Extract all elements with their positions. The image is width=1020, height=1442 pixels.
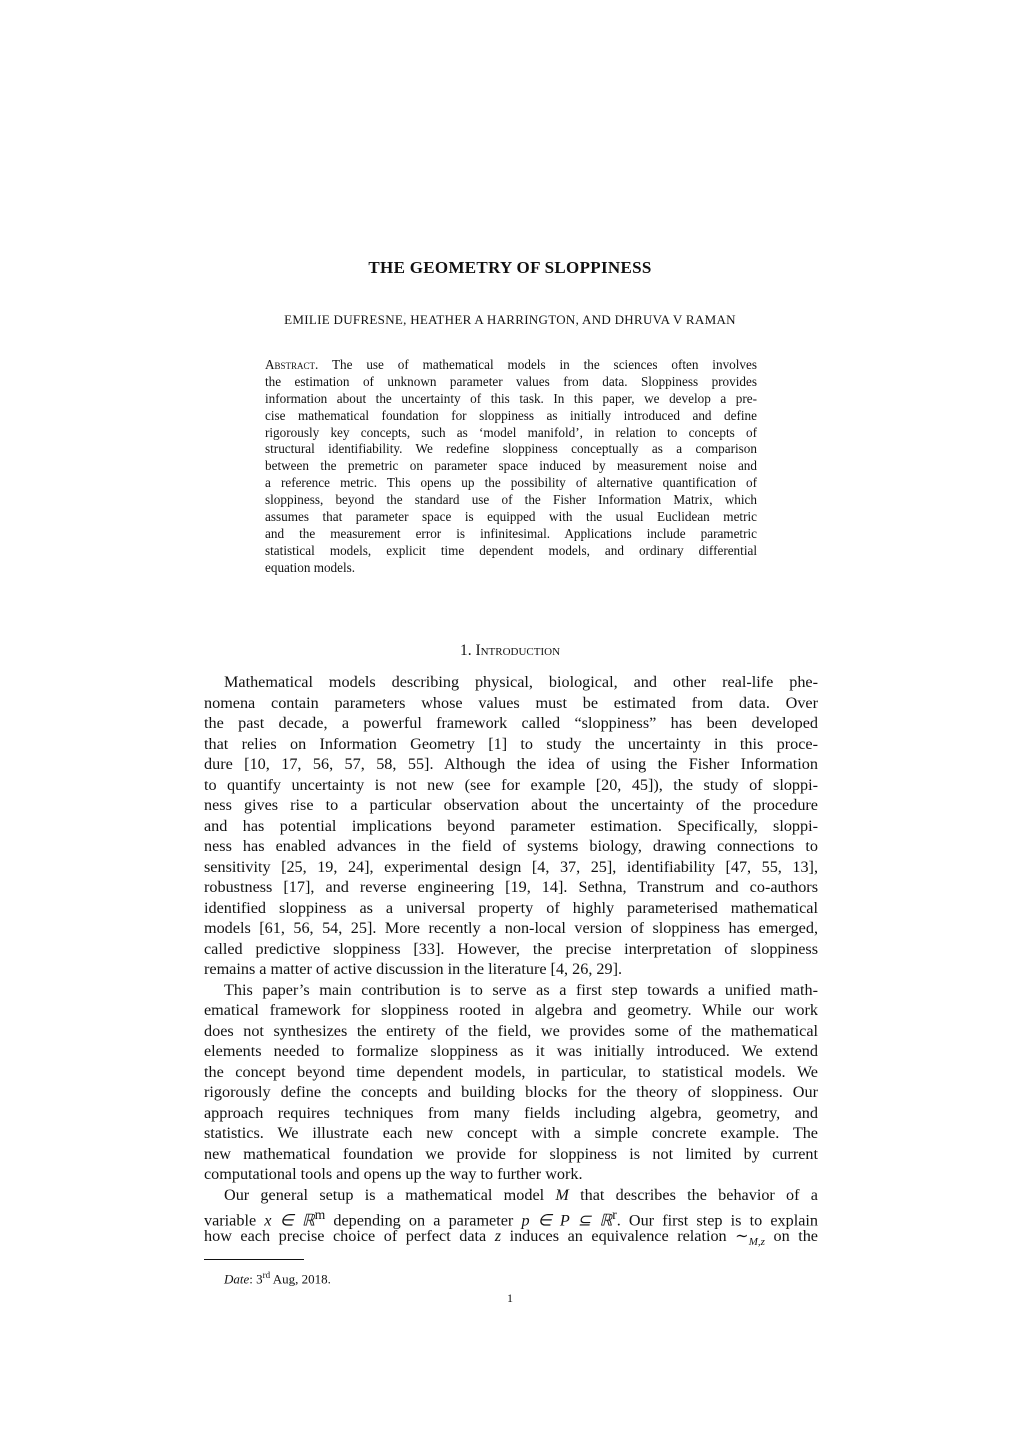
math-symbol: z — [494, 1226, 502, 1245]
paragraph-line: dure [10, 17, 56, 57, 58, 55]. Although the idea of using the Fisher Information — [204, 755, 818, 773]
math-superscript: m — [314, 1207, 326, 1222]
paragraph-line: approach requires techniques from many fields including algebra, geometry, and — [204, 1103, 818, 1122]
abstract-line: rigorously key concepts, such as ‘model manifold’, in relation to concepts of — [265, 424, 757, 440]
paragraph-line: remains a matter of active discussion in the literature [4, 26, 29]. — [204, 960, 623, 978]
paragraph-line: Mathematical models describing physical, biological, and other real-life phe- — [224, 673, 818, 691]
paper-title: THE GEOMETRY OF SLOPPINESS — [368, 258, 652, 277]
paragraph-line: how each precise choice of perfect data z induces an equivalence relation $\sim_{M,z}$ on the — [204, 1226, 818, 1248]
paragraph-line: statistics. We illustrate each new concept with a simple concrete example. The — [204, 1124, 818, 1142]
abstract-line: statistical models, explicit time dependent models, and ordinary differential — [265, 542, 757, 558]
abstract-line: Abstract. The use of mathematical models in the sciences often involves — [265, 357, 757, 372]
paragraph-line: ematical framework for sloppiness rooted in algebra and geometry. While our work — [204, 1001, 818, 1019]
abstract-line: and the measurement error is infinitesimal. Applications include parametric — [265, 525, 757, 541]
paragraph-line: called predictive sloppiness [33]. However, the precise interpretation of sloppiness — [204, 939, 818, 958]
page-number: 1 — [507, 1291, 513, 1305]
math-symbol: M — [555, 1185, 569, 1204]
paragraph-line: elements needed to formalize sloppiness as it was initially introduced. We extend — [204, 1042, 818, 1060]
footnote-rule — [204, 1259, 304, 1260]
paragraph-line: new mathematical foundation we provide for sloppiness is not limited by current — [204, 1144, 818, 1163]
section-heading-introduction: 1. Introduction — [459, 642, 561, 659]
author-list: EMILIE DUFRESNE, HEATHER A HARRINGTON, AND DHRUVA V RAMAN — [284, 312, 736, 327]
abstract-line: a reference metric. This opens up the possibility of alternative quantification of — [265, 475, 757, 491]
paragraph-line: identified sloppiness as a universal property of highly parameterised mathematical — [204, 898, 818, 917]
paragraph-line: the past decade, a powerful framework called “sloppiness” has been developed — [204, 714, 818, 732]
math-superscript: r — [612, 1207, 617, 1222]
abstract-label: Abstract. — [265, 357, 319, 372]
paragraph-line: rigorously define the concepts and building blocks for the theory of sloppiness. Our — [204, 1083, 818, 1101]
paragraph-line: that relies on Information Geometry [1] to study the uncertainty in this proce- — [204, 734, 818, 753]
abstract — [265, 357, 757, 577]
paragraph-line: ness gives rise to a particular observation about the uncertainty of the procedure — [204, 796, 818, 814]
abstract-line: information about the uncertainty of this task. In this paper, we develop a pre- — [265, 390, 757, 406]
abstract-line: sloppiness, beyond the standard use of the Fisher Information Matrix, which — [265, 492, 757, 508]
footnote-date: Date: 3rd Aug, 2018. — [224, 1270, 331, 1287]
paragraph-line: sensitivity [25, 19, 24], experimental design [4, 37, 25], identifiability [47, 55, 13], — [204, 857, 818, 876]
math-symbol: x ∈ ℝ — [264, 1211, 315, 1230]
abstract-line: the estimation of unknown parameter values from data. Sloppiness provides — [265, 373, 757, 389]
paragraph-line: ness has enabled advances in the field of systems biology, drawing connections to — [204, 837, 818, 855]
paragraph-line: models [61, 56, 54, 25]. More recently a non-local version of sloppiness has emerged, — [204, 919, 818, 937]
abstract-line: equation models. — [265, 559, 356, 575]
paragraph-line: does not synthesizes the entirety of the field, we provides some of the mathematical — [204, 1021, 818, 1040]
abstract-line: assumes that parameter space is equipped with the usual Euclidean metric — [265, 509, 757, 525]
paragraph-line: and has potential implications beyond parameter estimation. Specifically, sloppi- — [204, 816, 818, 835]
paragraph-line: the concept beyond time dependent models, in particular, to statistical models. We — [204, 1062, 818, 1081]
abstract-line: cise mathematical foundation for sloppiness as initially introduced and define — [265, 407, 757, 423]
paragraph-line: variable x ∈ ℝ$^m$ depending on a parameter p ∈ P ⊆ ℝ$^r$. Our first step is to explain — [204, 1207, 818, 1230]
math-subscript: M,z — [748, 1235, 765, 1248]
abstract-line: structural identifiability. We redefine sloppiness conceptually as a comparison — [265, 441, 757, 457]
paragraph-line: This paper’s main contribution is to serve as a first step towards a unified math- — [224, 980, 818, 999]
math-symbol: p ∈ P ⊆ ℝ — [521, 1211, 613, 1230]
introduction-body — [204, 672, 818, 1246]
paragraph-line: computational tools and opens up the way to further work. — [204, 1165, 583, 1183]
paragraph-line: Our general setup is a mathematical model M that describes the behavior of a — [224, 1185, 818, 1204]
paragraph-line: to quantify uncertainty is not new (see for example [20, 45]), the study of sloppi- — [204, 775, 818, 794]
paragraph-line: robustness [17], and reverse engineering [19, 14]. Sethna, Transtrum and co-authors — [204, 878, 818, 896]
abstract-line: between the premetric on parameter space induced by measurement noise and — [265, 458, 757, 474]
paragraph-line: nomena contain parameters whose values must be estimated from data. Over — [204, 693, 818, 712]
